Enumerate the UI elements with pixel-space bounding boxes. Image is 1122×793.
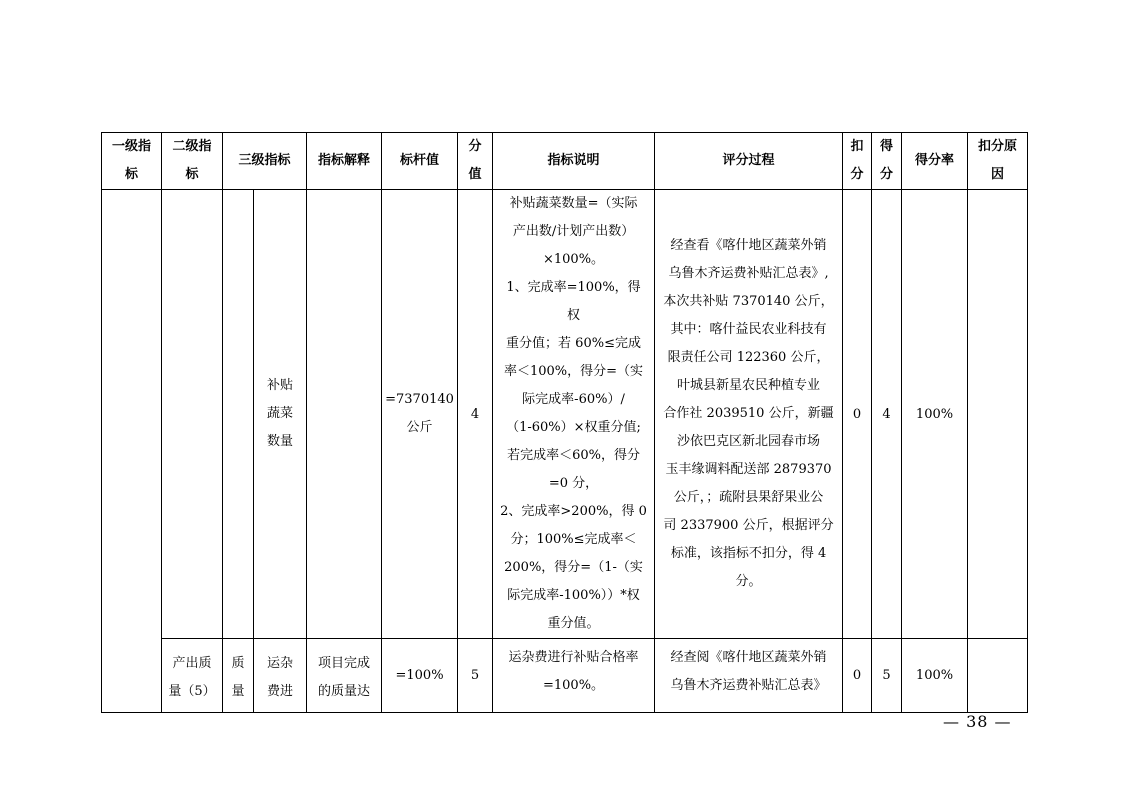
- notes-cell: 补贴蔬菜数量=（实际 产出数/计划产出数） ×100%。 1、完成率=100%，得权 重分值；若 60%≤完成 率＜100%，得分=（实 际完成率-60%）/ （1-60%）×权重分值; 若完成率＜60%，得分 =0 分， 2、完成率>200%，得 0 分；100%≤完成率＜ 200%，得分=（1-（实 际完成率-100%））*权 重分值。: [493, 190, 655, 639]
- header-rate: 得分率: [902, 133, 968, 190]
- score-cell: 4: [458, 190, 493, 639]
- deduct-cell: 0: [843, 190, 872, 639]
- benchmark-cell: =7370140 公斤: [382, 190, 458, 639]
- level3a-cell: [223, 190, 254, 639]
- header-deduct: 扣 分: [843, 133, 872, 190]
- level3-cell: 补贴 蔬菜 数量: [254, 190, 307, 639]
- rate-cell: 100%: [902, 639, 968, 713]
- header-reason: 扣分原 因: [968, 133, 1028, 190]
- explanation-cell: 项目完成 的质量达: [307, 639, 382, 713]
- benchmark-cell: =100%: [382, 639, 458, 713]
- level3-cell: 运杂 费进: [254, 639, 307, 713]
- header-notes: 指标说明: [493, 133, 655, 190]
- got-cell: 5: [872, 639, 902, 713]
- process-cell: 经查看《喀什地区蔬菜外销 乌鲁木齐运费补贴汇总表》, 本次共补贴 7370140 公斤， 其中：喀什益民农业科技有 限责任公司 122360 公斤， 叶城县新星农民种植专业 合作社 2039510 公斤，新疆 沙依巴克区新北园春市场 玉丰缘调料配送部 2879370 公斤，；疏附县果舒果业公 司 2337900 公斤，根据评分 标准，该指标不扣分，得 4 分。: [655, 190, 843, 639]
- notes-cell: 运杂费进行补贴合格率 =100%。: [493, 639, 655, 713]
- page-number: — 38 —: [943, 712, 1012, 731]
- level1-cell: [102, 190, 162, 713]
- header-score: 分 值: [458, 133, 493, 190]
- explanation-cell: [307, 190, 382, 639]
- level2-cell: [162, 190, 223, 639]
- process-cell: 经查阅《喀什地区蔬菜外销 乌鲁木齐运费补贴汇总表》: [655, 639, 843, 713]
- evaluation-table: [101, 132, 1028, 713]
- table-row: [102, 639, 1028, 713]
- level2-cell: 产出质 量（5）: [162, 639, 223, 713]
- rate-cell: 100%: [902, 190, 968, 639]
- got-cell: 4: [872, 190, 902, 639]
- header-explanation: 指标解释: [307, 133, 382, 190]
- deduct-cell: 0: [843, 639, 872, 713]
- level3a-cell: 质 量: [223, 639, 254, 713]
- header-level1: 一级指 标: [102, 133, 162, 190]
- score-cell: 5: [458, 639, 493, 713]
- reason-cell: [968, 639, 1028, 713]
- header-level3: 三级指标: [223, 133, 307, 190]
- header-benchmark: 标杆值: [382, 133, 458, 190]
- table-row: [102, 190, 1028, 639]
- header-level2: 二级指 标: [162, 133, 223, 190]
- header-row: [102, 133, 1028, 190]
- header-process: 评分过程: [655, 133, 843, 190]
- reason-cell: [968, 190, 1028, 639]
- header-got: 得 分: [872, 133, 902, 190]
